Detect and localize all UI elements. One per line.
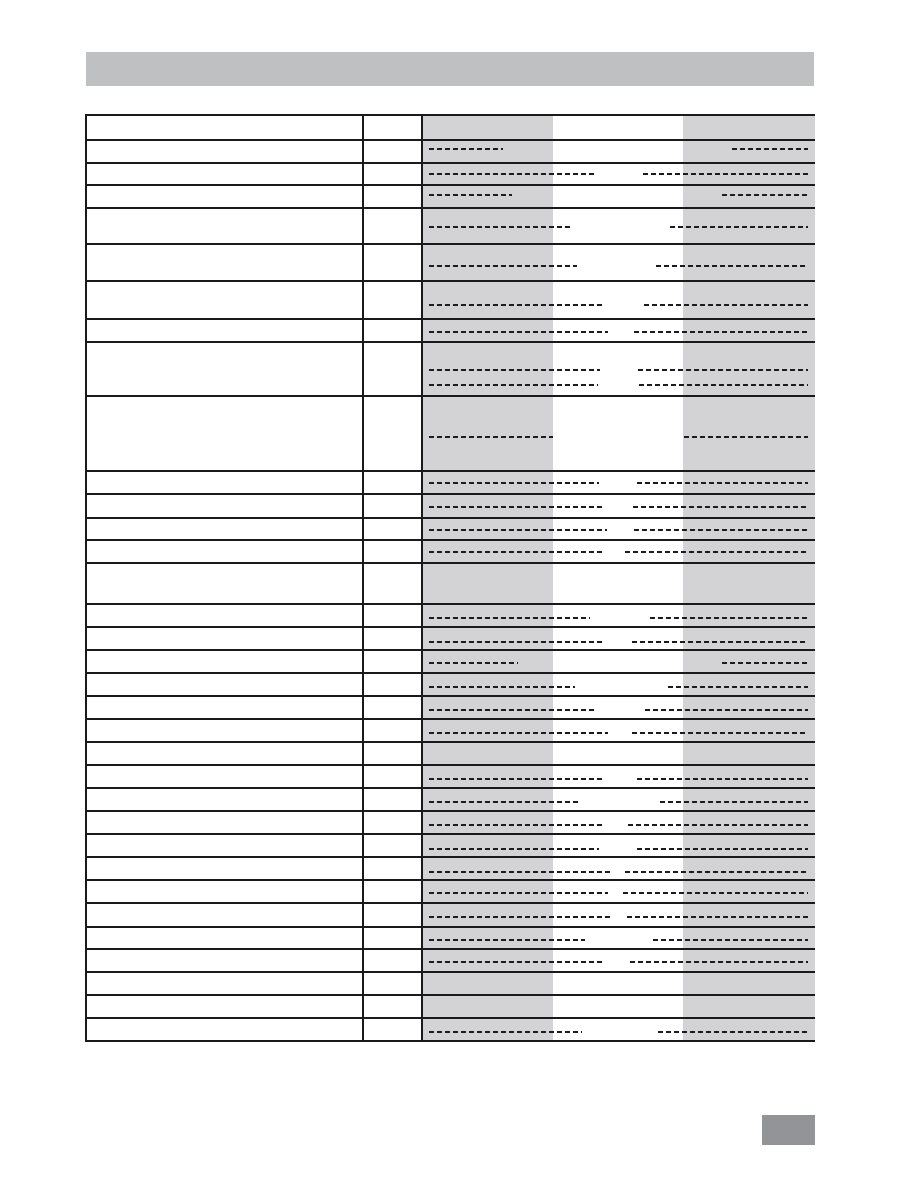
redacted-value-dashes-right <box>656 265 808 267</box>
row-code-cell-blank <box>364 881 423 902</box>
row-label-cell-blank <box>85 282 364 318</box>
row-code-cell-blank <box>364 605 423 626</box>
redacted-value-dashes-right <box>644 304 808 306</box>
row-values-cell <box>423 164 815 184</box>
table-row <box>85 856 815 879</box>
table-row <box>85 114 815 139</box>
row-code-cell-blank <box>364 950 423 971</box>
redacted-value-dashes-left <box>429 662 518 664</box>
table-row <box>85 902 815 926</box>
row-label-cell-blank <box>85 950 364 971</box>
redacted-value-dashes-right <box>632 641 808 643</box>
row-label-cell-blank <box>85 743 364 764</box>
row-label-cell-blank <box>85 674 364 695</box>
row-code-cell-blank <box>364 996 423 1017</box>
row-label-cell-blank <box>85 164 364 184</box>
row-label-cell-blank <box>85 996 364 1017</box>
table-row <box>85 764 815 787</box>
row-values-cell <box>423 996 815 1017</box>
row-values-cell <box>423 651 815 672</box>
row-values-cell <box>423 605 815 626</box>
row-code-cell-blank <box>364 651 423 672</box>
table-row <box>85 672 815 695</box>
redacted-value-dashes-left <box>429 482 599 484</box>
redacted-value-dashes-right <box>632 732 808 734</box>
row-code-cell-blank <box>364 519 423 539</box>
row-label-cell-blank <box>85 186 364 207</box>
row-code-cell-blank <box>364 472 423 493</box>
row-values-cell <box>423 881 815 902</box>
row-values-cell <box>423 186 815 207</box>
row-code-cell-blank <box>364 564 423 603</box>
table-row <box>85 948 815 971</box>
row-code-cell-blank <box>364 1019 423 1040</box>
row-label-cell-blank <box>85 564 364 603</box>
row-values-cell <box>423 397 815 470</box>
row-label-cell-blank <box>85 116 364 139</box>
redacted-value-dashes-left <box>429 331 608 333</box>
row-label-cell-blank <box>85 697 364 718</box>
redacted-value-dashes-right <box>660 801 808 803</box>
row-values-cell <box>423 904 815 926</box>
redacted-value-dashes-right <box>643 173 808 175</box>
redacted-value-dashes-right <box>637 778 808 780</box>
row-code-cell-blank <box>364 674 423 695</box>
row-values-cell <box>423 697 815 718</box>
row-values-cell <box>423 519 815 539</box>
redacted-value-dashes-right <box>650 617 808 619</box>
row-label-cell-blank <box>85 209 364 243</box>
row-code-cell-blank <box>364 282 423 318</box>
table-row <box>85 603 815 626</box>
row-code-cell-blank <box>364 812 423 833</box>
row-values-cell <box>423 320 815 341</box>
redacted-value-dashes-left <box>429 304 602 306</box>
row-code-cell-blank <box>364 789 423 810</box>
row-code-cell-blank <box>364 397 423 470</box>
row-values-cell <box>423 282 815 318</box>
row-label-cell-blank <box>85 397 364 470</box>
table-row <box>85 741 815 764</box>
row-label-cell-blank <box>85 720 364 741</box>
redacted-value-dashes-left <box>429 436 553 438</box>
row-code-cell-blank <box>364 320 423 341</box>
row-code-cell-blank <box>364 858 423 879</box>
redacted-value-dashes-right <box>625 871 808 873</box>
row-values-cell <box>423 116 815 139</box>
row-values-cell <box>423 858 815 879</box>
redacted-value-dashes-right <box>668 686 808 688</box>
redacted-value-dashes-left <box>429 732 608 734</box>
redacted-value-dashes-left <box>429 641 603 643</box>
row-code-cell-blank <box>364 495 423 517</box>
table-row <box>85 470 815 493</box>
row-code-cell-blank <box>364 628 423 649</box>
row-values-cell <box>423 674 815 695</box>
redacted-value-dashes-right <box>630 961 808 963</box>
row-code-cell-blank <box>364 766 423 787</box>
table-row <box>85 787 815 810</box>
table-row <box>85 207 815 243</box>
row-label-cell-blank <box>85 472 364 493</box>
row-values-cell <box>423 743 815 764</box>
table-row <box>85 341 815 395</box>
redacted-value-dashes-left <box>429 1031 582 1033</box>
table-row <box>85 649 815 672</box>
table-row <box>85 493 815 517</box>
redacted-value-dashes-right <box>625 551 808 553</box>
table-row <box>85 162 815 184</box>
redacted-value-dashes-left <box>429 848 599 850</box>
table-row <box>85 879 815 902</box>
table-row <box>85 833 815 856</box>
row-label-cell-blank <box>85 628 364 649</box>
row-label-cell-blank <box>85 858 364 879</box>
table-row <box>85 562 815 603</box>
row-label-cell-blank <box>85 1019 364 1040</box>
row-values-cell <box>423 766 815 787</box>
row-code-cell-blank <box>364 973 423 994</box>
redacted-value-dashes-right <box>722 194 808 196</box>
row-values-cell <box>423 343 815 395</box>
row-values-cell <box>423 928 815 948</box>
redacted-value-dashes-right <box>634 331 808 333</box>
redacted-value-dashes-left <box>429 709 595 711</box>
redacted-value-dashes-right <box>627 916 808 918</box>
redacted-value-dashes-left <box>429 824 604 826</box>
row-label-cell-blank <box>85 881 364 902</box>
row-label-cell-blank <box>85 973 364 994</box>
table-row <box>85 539 815 562</box>
row-values-cell <box>423 720 815 741</box>
redacted-value-dashes-left <box>429 551 605 553</box>
row-label-cell-blank <box>85 245 364 280</box>
redacted-value-dashes-right <box>732 148 808 150</box>
row-label-cell-blank <box>85 605 364 626</box>
redacted-financial-table <box>85 114 815 1042</box>
redacted-value-dashes-right <box>638 369 808 371</box>
table-row <box>85 139 815 162</box>
table-row <box>85 280 815 318</box>
table-row <box>85 994 815 1017</box>
row-values-cell <box>423 628 815 649</box>
row-label-cell-blank <box>85 789 364 810</box>
row-code-cell-blank <box>364 743 423 764</box>
row-code-cell-blank <box>364 720 423 741</box>
row-label-cell-blank <box>85 541 364 562</box>
redacted-value-dashes-left <box>429 916 613 918</box>
table-row <box>85 810 815 833</box>
redacted-value-dashes-right <box>639 384 808 386</box>
row-code-cell-blank <box>364 835 423 856</box>
redacted-value-dashes-left <box>429 173 597 175</box>
redacted-value-dashes-right <box>633 506 808 508</box>
redacted-value-dashes-left <box>429 226 572 228</box>
redacted-value-dashes-right <box>653 939 808 941</box>
row-code-cell-blank <box>364 116 423 139</box>
row-values-cell <box>423 812 815 833</box>
table-row <box>85 926 815 948</box>
row-label-cell-blank <box>85 766 364 787</box>
redacted-value-dashes-left <box>429 778 605 780</box>
row-code-cell-blank <box>364 164 423 184</box>
row-code-cell-blank <box>364 928 423 948</box>
redacted-value-dashes-right <box>658 1031 808 1033</box>
redacted-value-dashes-left <box>429 686 575 688</box>
redacted-value-dashes-left <box>429 194 512 196</box>
row-values-cell <box>423 541 815 562</box>
row-label-cell-blank <box>85 904 364 926</box>
row-values-cell <box>423 973 815 994</box>
row-values-cell <box>423 245 815 280</box>
row-values-cell <box>423 141 815 162</box>
row-code-cell-blank <box>364 209 423 243</box>
redacted-value-dashes-left <box>429 148 503 150</box>
row-values-cell <box>423 564 815 603</box>
page-number-box <box>762 1115 815 1145</box>
row-values-cell <box>423 472 815 493</box>
table-row <box>85 184 815 207</box>
row-label-cell-blank <box>85 320 364 341</box>
redacted-value-dashes-right <box>637 848 808 850</box>
row-code-cell-blank <box>364 697 423 718</box>
redacted-value-dashes-left <box>429 871 611 873</box>
table-row <box>85 517 815 539</box>
row-label-cell-blank <box>85 835 364 856</box>
row-code-cell-blank <box>364 186 423 207</box>
row-values-cell <box>423 835 815 856</box>
row-label-cell-blank <box>85 495 364 517</box>
table-row <box>85 1017 815 1040</box>
row-label-cell-blank <box>85 519 364 539</box>
redacted-value-dashes-right <box>623 892 808 894</box>
redacted-value-dashes-right <box>684 436 808 438</box>
row-label-cell-blank <box>85 141 364 162</box>
redacted-value-dashes-left <box>429 801 578 803</box>
redacted-value-dashes-right <box>670 226 808 228</box>
redacted-value-dashes-left <box>429 617 590 619</box>
row-label-cell-blank <box>85 812 364 833</box>
row-label-cell-blank <box>85 928 364 948</box>
row-label-cell-blank <box>85 343 364 395</box>
row-code-cell-blank <box>364 904 423 926</box>
row-code-cell-blank <box>364 541 423 562</box>
table-row <box>85 695 815 718</box>
redacted-value-dashes-left <box>429 939 585 941</box>
redacted-value-dashes-left <box>429 961 605 963</box>
redacted-value-dashes-right <box>628 824 808 826</box>
row-code-cell-blank <box>364 343 423 395</box>
row-code-cell-blank <box>364 245 423 280</box>
table-row <box>85 971 815 994</box>
redacted-value-dashes-left <box>429 384 598 386</box>
row-values-cell <box>423 209 815 243</box>
redacted-value-dashes-right <box>645 709 808 711</box>
row-label-cell-blank <box>85 651 364 672</box>
redacted-value-dashes-left <box>429 506 605 508</box>
table-row <box>85 718 815 741</box>
table-row <box>85 626 815 649</box>
redacted-value-dashes-left <box>429 265 577 267</box>
redacted-value-dashes-left <box>429 369 600 371</box>
table-row <box>85 395 815 470</box>
row-values-cell <box>423 495 815 517</box>
redacted-value-dashes-right <box>722 662 808 664</box>
row-values-cell <box>423 950 815 971</box>
row-values-cell <box>423 1019 815 1040</box>
table-row <box>85 243 815 280</box>
row-values-cell <box>423 789 815 810</box>
table-row <box>85 318 815 341</box>
row-code-cell-blank <box>364 141 423 162</box>
redacted-title-bar <box>86 52 814 86</box>
redacted-value-dashes-right <box>637 482 808 484</box>
redacted-value-dashes-right <box>634 529 808 531</box>
redacted-value-dashes-left <box>429 529 607 531</box>
redacted-value-dashes-left <box>429 892 608 894</box>
